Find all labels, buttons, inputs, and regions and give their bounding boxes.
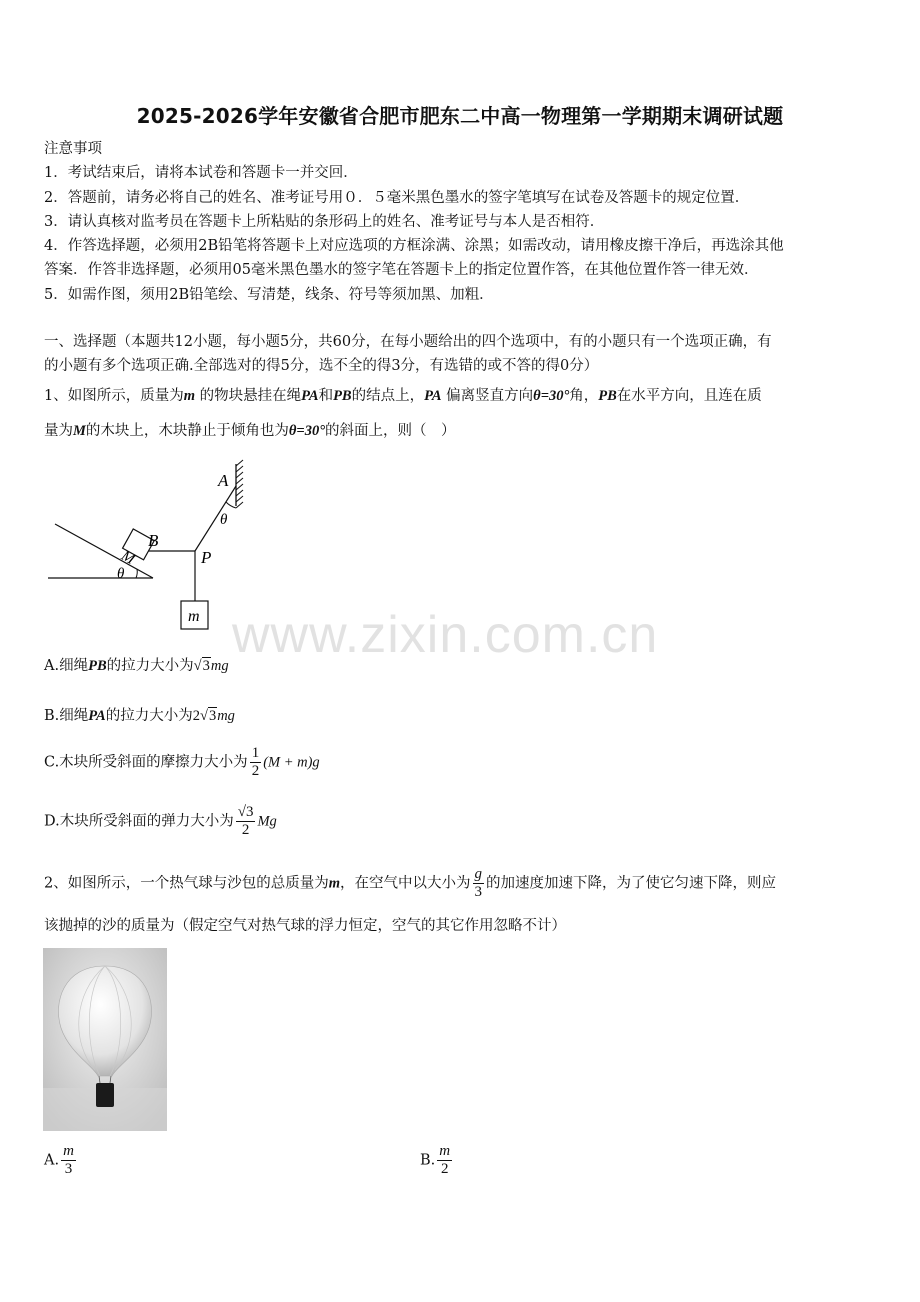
hot-air-balloon-photo (43, 948, 167, 1131)
notice-item-5: 5．如需作图，须用2B铅笔绘、写清楚，线条、符号等须加黑、加粗． (44, 287, 494, 303)
q2-option-b[interactable]: B. $\frac{m}{2}$ (420, 1143, 451, 1177)
q1-option-a[interactable]: A.细绳PB的拉力大小为√3mg (44, 658, 229, 674)
notice-item-2: 2．答题前，请务必将自己的姓名、准考证号用０．５毫米黑色墨水的签字笔填写在试卷及答题卡的规定位置． (44, 190, 750, 206)
label-theta-bottom: θ (117, 566, 125, 582)
rope-pa (195, 486, 236, 551)
q1-option-c[interactable]: C.木块所受斜面的摩擦力大小为 $\frac{1}{2}$ (M + m)g (44, 745, 320, 779)
q2-stem-line2: 该抛掉的沙的质量为（假定空气对热气球的浮力恒定，空气的其它作用忽略不计） (44, 918, 566, 934)
notice-item-4: 4．作答选择题，必须用2B铅笔将答题卡上对应选项的方框涂满、涂黑；如需改动，请用橡皮擦干净后，再选涂其他 (44, 238, 784, 254)
q1-figure (40, 458, 260, 638)
section-instructions-2: 的小题有多个选项正确.全部选对的得5分，选不全的得3分，有选错的或不答的得0分） (44, 358, 599, 374)
notice-item-1: 1．考试结束后，请将本试卷和答题卡一并交回． (44, 165, 358, 181)
angle-arc-top (226, 502, 236, 508)
notice-heading: 注意事项 (44, 141, 102, 157)
angle-arc-bottom (136, 569, 137, 578)
label-M: M (118, 547, 138, 569)
watermark: www.zixin.com.cn (232, 606, 659, 664)
q2-option-a[interactable]: A. $\frac{m}{3}$ (44, 1143, 74, 1177)
q1-stem-line2: 量为M的木块上，木块静止于倾角也为θ=30°的斜面上，则（ ） (44, 423, 456, 439)
label-theta-top: θ (220, 512, 228, 528)
label-B: B (148, 531, 159, 550)
label-A: A (218, 471, 229, 490)
notice-item-3: 3．请认真核对监考员在答题卡上所粘贴的条形码上的姓名、准考证号与本人是否相符． (44, 214, 605, 230)
q2-stem-line1: 2、如图所示，一个热气球与沙包的总质量为m，在空气中以大小为 $\frac{g}{3}$ 的加速度加速下降，为了使它匀速下降，则应 (44, 866, 777, 900)
q1-stem-line1: 1、如图所示，质量为m 的物块悬挂在绳PA和PB的结点上，PA 偏离竖直方向θ=30°角，PB在水平方向，且连在质 (44, 388, 762, 404)
q1-option-d[interactable]: D.木块所受斜面的弹力大小为 $\frac{√3}{2}$ Mg (44, 804, 277, 838)
wall-hatch (236, 460, 243, 508)
page-title: 2025-2026学年安徽省合肥市肥东二中高一物理第一学期期末调研试题 (136, 104, 784, 128)
label-P: P (201, 548, 212, 567)
label-m: m (188, 608, 200, 625)
q1-option-b[interactable]: B.细绳PA的拉力大小为2√3mg (44, 708, 235, 724)
notice-item-4-cont: 答案．作答非选择题，必须用05毫米黑色墨水的签字笔在答题卡上的指定位置作答，在其他位置作答一律无效． (44, 262, 759, 278)
section-instructions-1: 一、选择题（本题共12小题，每小题5分，共60分，在每小题给出的四个选项中，有的小题只有一个选项正确，有 (44, 334, 772, 350)
